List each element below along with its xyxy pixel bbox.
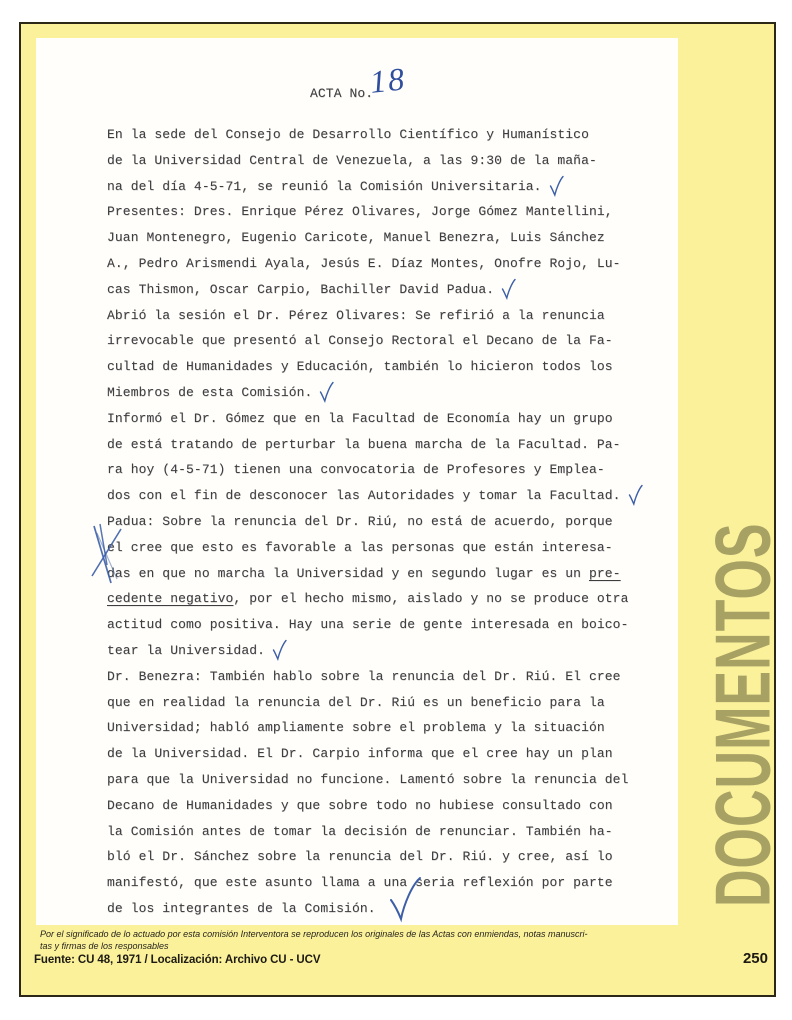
- document-line: [107, 612, 667, 638]
- document-line: [107, 457, 667, 483]
- handwritten-check-icon: [501, 278, 516, 300]
- handwritten-check-icon: [628, 484, 643, 506]
- document-line: [107, 741, 667, 767]
- line-text: de la Universidad Central de Venezuela, a las 9:30 de la maña-: [107, 152, 597, 168]
- line-text: bló el Dr. Sánchez sobre la renuncia del Dr. Riú. y cree, así lo: [107, 849, 613, 865]
- document-line: [107, 174, 667, 200]
- line-text: Universidad; habló ampliamente sobre el problema y la situación: [107, 720, 605, 736]
- document-line: [107, 561, 667, 587]
- line-text: irrevocable que presentó al Consejo Rectoral el Decano de la Fa-: [107, 333, 613, 349]
- document-line: [107, 406, 667, 432]
- source-line: Fuente: CU 48, 1971 / Localización: Archivo CU - UCV: [34, 954, 321, 966]
- line-text: que en realidad la renuncia del Dr. Riú es un beneficio para la: [107, 694, 605, 710]
- document-line: [107, 303, 667, 329]
- line-text: Decano de Humanidades y que sobre todo no hubiese consultado con: [107, 797, 613, 813]
- underlined-text: cedente negativo: [107, 591, 234, 607]
- line-text: Dr. Benezra: También hablo sobre la renuncia del Dr. Riú. El cree: [107, 668, 621, 684]
- document-line: [107, 638, 667, 664]
- archive-board: [19, 22, 788, 997]
- document-line: [107, 432, 667, 458]
- page-number: 250: [742, 950, 768, 967]
- line-text: Miembros de esta Comisión.: [107, 384, 313, 400]
- margin-scribble-icon: [84, 521, 130, 591]
- underlined-text: pre-: [588, 565, 621, 581]
- document-line: [107, 664, 667, 690]
- handwritten-check-icon: [319, 381, 334, 403]
- line-text: cultad de Humanidades y Educación, también lo hicieron todos los: [107, 359, 613, 375]
- document-line: [107, 896, 667, 922]
- line-text: A., Pedro Arismendi Ayala, Jesús E. Díaz Montes, Onofre Rojo, Lu-: [107, 255, 621, 271]
- document-body: [107, 122, 667, 922]
- line-text: el cree que esto es favorable a las personas que están interesa-: [107, 539, 613, 555]
- line-text: na del día 4-5-71, se reunió la Comisión Universitaria.: [107, 178, 542, 194]
- document-line: [107, 793, 667, 819]
- document-line: [107, 690, 667, 716]
- line-text: manifestó, que este asunto llama a una seria reflexión por parte: [107, 875, 613, 891]
- scan-page: [36, 38, 678, 925]
- line-text: Presentes: Dres. Enrique Pérez Olivares, Jorge Gómez Mantellini,: [107, 204, 613, 220]
- line-text: la Comisión antes de tomar la decisión de renunciar. También ha-: [107, 823, 613, 839]
- acta-title: ACTA No.: [310, 86, 374, 101]
- line-text: actitud como positiva. Hay una serie de gente interesada en boico-: [107, 617, 629, 633]
- document-line: [107, 767, 667, 793]
- document-line: [107, 199, 667, 225]
- footnote-line-2: tas y firmas de los responsables: [40, 940, 169, 951]
- line-text: Abrió la sesión el Dr. Pérez Olivares: Se refirió a la renuncia: [107, 307, 605, 323]
- document-line: [107, 354, 667, 380]
- footnote: [40, 929, 680, 952]
- handwritten-check-icon: [272, 639, 287, 661]
- document-line: [107, 715, 667, 741]
- line-text: Informó el Dr. Gómez que en la Facultad de Economía hay un grupo: [107, 410, 613, 426]
- document-line: [107, 328, 667, 354]
- line-text: de los integrantes de la Comisión.: [107, 900, 376, 916]
- document-line: [107, 148, 667, 174]
- line-text: Juan Montenegro, Eugenio Caricote, Manuel Benezra, Luis Sánchez: [107, 230, 605, 246]
- line-text: tear la Universidad.: [107, 642, 266, 658]
- handwritten-check-large: [388, 906, 414, 912]
- documentos-sidebar-label: DOCUMENTOS: [700, 522, 788, 907]
- document-line: [107, 509, 667, 535]
- handwritten-acta-number: 18: [368, 60, 408, 100]
- document-line: [107, 844, 667, 870]
- document-line: [107, 251, 667, 277]
- line-text: En la sede del Consejo de Desarrollo Científico y Humanístico: [107, 127, 589, 142]
- document-line: [107, 819, 667, 845]
- line-text: de está tratando de perturbar la buena marcha de la Facultad. Pa-: [107, 436, 621, 452]
- line-text: , por el hecho mismo, aislado y no se produce otra: [233, 591, 629, 607]
- handwritten-check-icon: [549, 175, 564, 197]
- line-text: ra hoy (4-5-71) tienen una convocatoria de Profesores y Emplea-: [107, 462, 605, 478]
- footnote-line-1: Por el significado de lo actuado por esta comisión Interventora se reproducen los originales de las Actas con enmiendas, notas manuscri-: [40, 929, 588, 939]
- line-text: Padua: Sobre la renuncia del Dr. Riú, no está de acuerdo, porque: [107, 513, 613, 529]
- document-line: [107, 277, 667, 303]
- document-line: [107, 586, 667, 612]
- document-line: [107, 483, 667, 509]
- document-line: [107, 225, 667, 251]
- line-text: dos con el fin de desconocer las Autoridades y tomar la Facultad.: [107, 488, 621, 504]
- document-line: [107, 535, 667, 561]
- document-line: [107, 122, 667, 148]
- line-text: de la Universidad. El Dr. Carpio informa que el cree hay un plan: [107, 746, 613, 762]
- line-text: cas Thismon, Oscar Carpio, Bachiller David Padua.: [107, 281, 495, 297]
- handwritten-check-icon: [388, 876, 422, 922]
- line-text: das en que no marcha la Universidad y en segundo lugar es un: [107, 565, 589, 581]
- line-text: para que la Universidad no funcione. Lamentó sobre la renuncia del: [107, 771, 629, 787]
- document-line: [107, 380, 667, 406]
